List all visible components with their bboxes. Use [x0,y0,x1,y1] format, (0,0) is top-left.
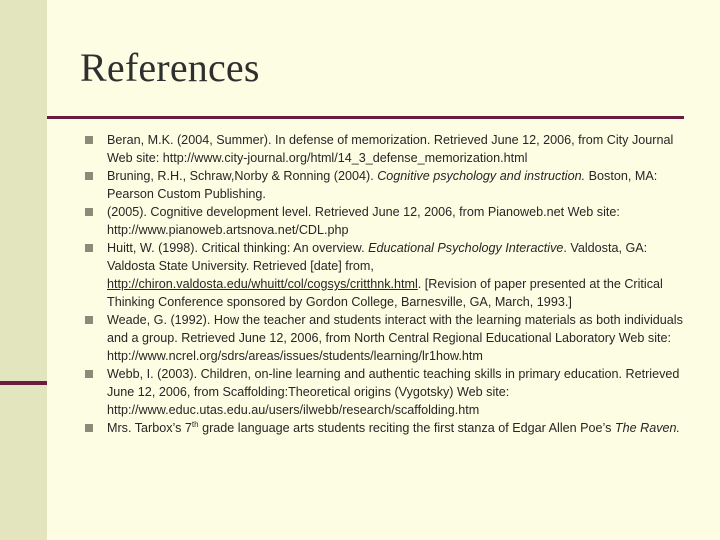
reference-text [107,133,673,165]
reference-text-segment: Huitt, W. (1998). Critical thinking: An overview. [107,241,369,255]
reference-text-segment: Bruning, R.H., Schraw,Norby & Ronning (2004). [107,169,378,183]
reference-text [107,205,620,237]
reference-text [107,241,663,309]
reference-text-segment: Weade, G. (1992). How the teacher and students interact with the learning materials as both individuals and a group. Retrieved June 12, 2006, from North Central Regional Educational Laboratory Web site: http://www.ncrel.org/sdrs/areas/issues/students/learning/lr1how.htm [107,313,683,363]
left-accent-band [0,0,47,540]
reference-item [85,167,685,203]
square-bullet-icon [85,370,93,378]
reference-text-segment: Mrs. Tarbox’s 7 [107,421,192,435]
italic-title: Cognitive psychology and instruction. [377,169,586,183]
square-bullet-icon [85,136,93,144]
left-accent-rule [0,381,47,385]
reference-text-segment: (2005). Cognitive development level. Retrieved June 12, 2006, from Pianoweb.net Web site: http://www.pianoweb.artsnova.net/CDL.php [107,205,620,237]
reference-text-segment: Boston, MA: Pearson Custom Publishing. [107,169,658,201]
slide-title: References [80,45,260,90]
square-bullet-icon [85,208,93,216]
title-underline-accent [28,112,47,120]
square-bullet-icon [85,244,93,252]
italic-title: The Raven. [614,421,681,435]
square-bullet-icon [85,172,93,180]
reference-item [85,239,685,311]
reference-text [107,421,680,435]
reference-text-segment: Beran, M.K. (2004, Summer). In defense of memorization. Retrieved June 12, 2006, from City Journal Web site: http://www.city-journal.org/html/14_3_defense_memorization.html [107,133,674,165]
reference-text [107,169,657,201]
reference-item [85,419,685,437]
reference-text [107,313,683,363]
references-list [85,131,685,437]
reference-text-segment: . Valdosta, GA: Valdosta State University. Retrieved [date] from, [107,241,648,273]
square-bullet-icon [85,424,93,432]
reference-item [85,365,685,419]
title-underline [28,116,684,119]
reference-item [85,311,685,365]
italic-title: Educational Psychology Interactive [368,241,564,255]
reference-text-segment: grade language arts students reciting the first stanza of Edgar Allen Poe’s [198,421,615,435]
superscript-text: th [191,419,199,429]
square-bullet-icon [85,316,93,324]
reference-item [85,203,685,239]
reference-text-segment: . [Revision of paper presented at the Critical Thinking Conference sponsored by Gordon College, Barnesville, GA, March, 1993.] [107,277,663,309]
reference-item [85,131,685,167]
reference-text-segment: Webb, I. (2003). Children, on-line learning and authentic teaching skills in primary education. Retrieved June 12, 2006, from Scaffolding:Theoretical origins (Vygotsky) Web site: http://www.educ.utas.edu.au/users/ilwebb/research/scaffolding.htm [107,367,680,417]
reference-link[interactable]: http://chiron.valdosta.edu/whuitt/col/cogsys/critthnk.html [107,277,418,291]
reference-text [107,367,679,417]
